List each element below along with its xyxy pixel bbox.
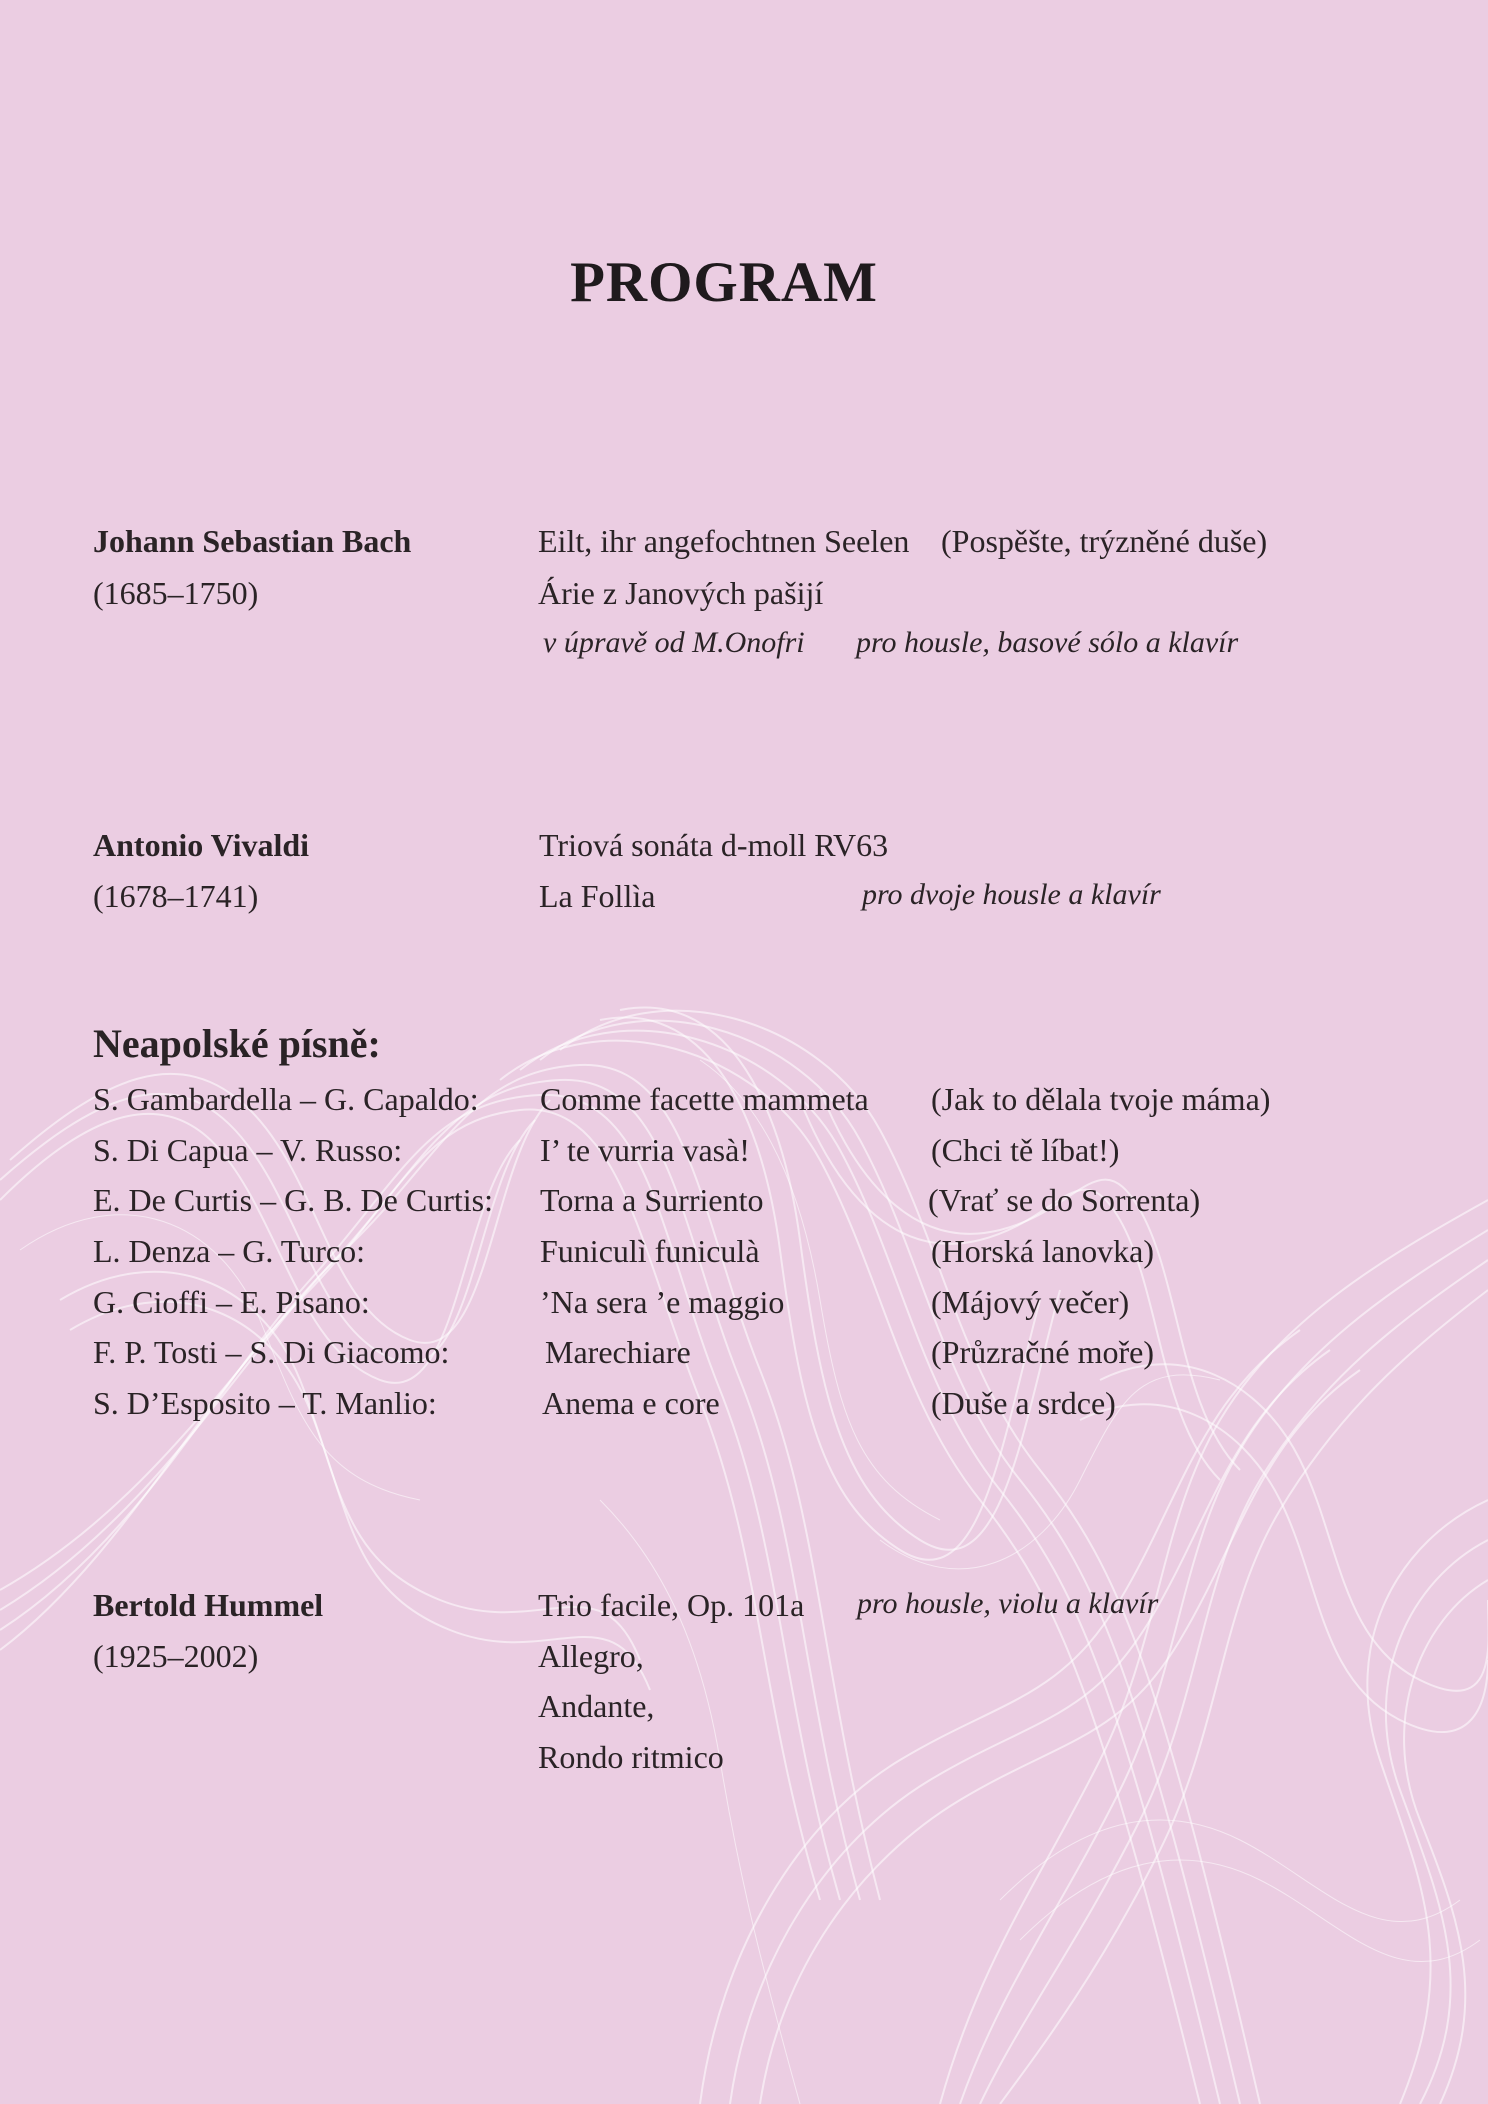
hummel-composer: Bertold Hummel (93, 1587, 324, 1623)
song-translation: (Chci tě líbat!) (931, 1132, 1120, 1168)
song-translation: (Duše a srdce) (931, 1385, 1116, 1421)
bach-work-translation: (Pospěšte, trýzněné duše) (941, 523, 1268, 559)
song-title: ’Na sera ’e maggio (540, 1284, 785, 1320)
hummel-movement: Rondo ritmico (538, 1739, 724, 1775)
song-title: Funiculì funiculà (540, 1233, 760, 1269)
bach-composer: Johann Sebastian Bach (93, 523, 412, 559)
song-title: I’ te vurria vasà! (540, 1132, 750, 1168)
song-authors: G. Cioffi – E. Pisano: (93, 1284, 370, 1320)
vivaldi-work: Triová sonáta d-moll RV63 (539, 827, 889, 863)
bach-work: Eilt, ihr angefochtnen Seelen (538, 523, 910, 559)
song-translation: (Jak to dělala tvoje máma) (931, 1081, 1271, 1117)
bach-subtitle: Árie z Janových pašijí (538, 575, 824, 611)
song-authors: S. Di Capua – V. Russo: (93, 1132, 403, 1168)
song-title: Marechiare (545, 1334, 691, 1370)
song-translation: (Vrať se do Sorrenta) (928, 1182, 1201, 1218)
song-authors: L. Denza – G. Turco: (93, 1233, 365, 1269)
page-title: PROGRAM (570, 251, 878, 314)
hummel-movement: Allegro, (538, 1638, 644, 1674)
song-translation: (Májový večer) (931, 1284, 1130, 1320)
bach-instrumentation: pro housle, basové sólo a klavír (856, 626, 1239, 659)
song-authors: S. D’Esposito – T. Manlio: (93, 1385, 437, 1421)
hummel-movement: Andante, (538, 1688, 655, 1724)
vivaldi-subtitle: La Follìa (539, 878, 656, 914)
neapolitan-heading: Neapolské písně: (93, 1021, 381, 1066)
hummel-instrumentation: pro housle, violu a klavír (857, 1587, 1159, 1620)
vivaldi-instrumentation: pro dvoje housle a klavír (862, 878, 1161, 911)
song-title: Torna a Surriento (540, 1182, 764, 1218)
bach-years: (1685–1750) (93, 575, 259, 611)
vivaldi-composer: Antonio Vivaldi (93, 827, 310, 863)
song-authors: E. De Curtis – G. B. De Curtis: (93, 1182, 493, 1218)
song-authors: F. P. Tosti – S. Di Giacomo: (93, 1334, 450, 1370)
bach-arrangement: v úpravě od M.Onofri (543, 626, 805, 659)
song-translation: (Průzračné moře) (931, 1334, 1154, 1370)
hummel-work: Trio facile, Op. 101a (538, 1587, 805, 1623)
song-translation: (Horská lanovka) (931, 1233, 1155, 1269)
song-title: Anema e core (542, 1385, 720, 1421)
song-authors: S. Gambardella – G. Capaldo: (93, 1081, 479, 1117)
hummel-years: (1925–2002) (93, 1638, 259, 1674)
vivaldi-years: (1678–1741) (93, 878, 259, 914)
song-title: Comme facette mammeta (540, 1081, 869, 1117)
